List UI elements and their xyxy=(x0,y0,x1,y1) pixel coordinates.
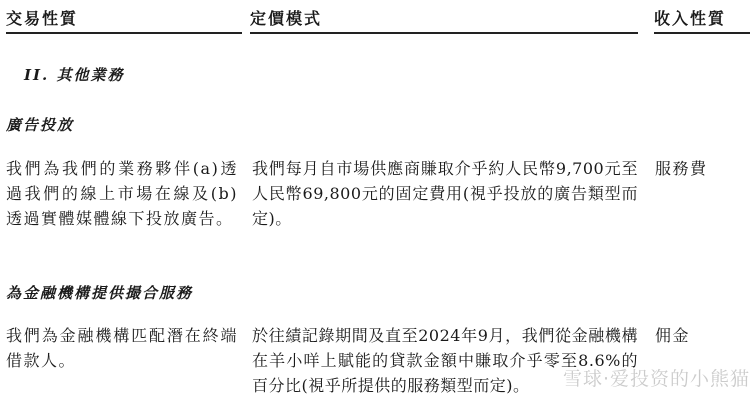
section-matching-services: 為金融機構提供撮合服務 xyxy=(6,284,194,302)
ads-transaction-nature: 我們為我們的業務夥伴(a)透過我們的線上市場在線及(b)透過實體媒體線下投放廣告。 xyxy=(6,159,238,228)
ads-income-nature: 服務費 xyxy=(655,159,708,178)
header-pricing-model: 定價模式 xyxy=(250,8,638,34)
watermark: 雪球·爱投资的小熊猫 xyxy=(562,368,750,390)
header-transaction-nature: 交易性質 xyxy=(6,8,242,34)
section-other-business: II. 其他業務 xyxy=(24,66,125,84)
section-advertising: 廣告投放 xyxy=(6,116,75,134)
ads-pricing-model: 我們每月自市場供應商賺取介乎約人民幣9,700元至人民幣69,800元的固定費用(視乎投放的廣告類型而定)。 xyxy=(252,159,638,228)
header-income-nature: 收入性質 xyxy=(654,8,750,34)
matching-income-nature: 佣金 xyxy=(655,326,691,345)
matching-transaction-nature: 我們為金融機構匹配潛在終端借款人。 xyxy=(6,326,238,370)
matching-pricing-model: 於往績記錄期間及直至2024年9月，我們從金融機構在羊小咩上賦能的貸款金額中賺取介乎零至8.6%的百分比(視乎所提供的服務類型而定)。 xyxy=(252,326,638,395)
